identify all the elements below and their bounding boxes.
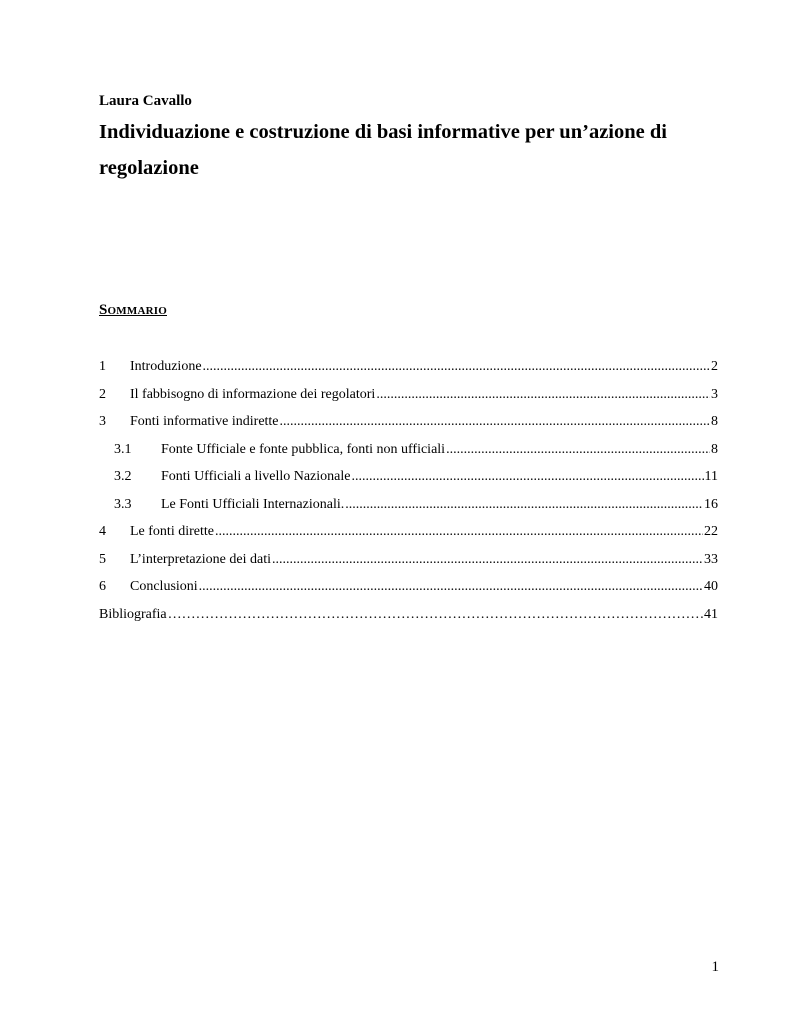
toc-entry-fonte-ufficiale[interactable]: [99, 440, 718, 468]
toc-entry-number: 1: [99, 359, 106, 374]
toc-entry-number: 5: [99, 551, 106, 567]
toc-entry-label: Fonte Ufficiale e fonte pubblica, fonti non ufficiali: [161, 441, 446, 457]
toc-dot-leader: [272, 550, 703, 570]
toc-entry-number: 3.3: [114, 496, 132, 512]
toc-entry-fonti-nazionali[interactable]: [99, 467, 718, 495]
toc-entry-fabbisogno[interactable]: [99, 385, 718, 413]
toc-dot-leader: [345, 495, 703, 515]
toc-entry-fonti-internazionali[interactable]: [99, 495, 718, 523]
toc-entry-number: 3: [99, 414, 106, 429]
toc-entry-page: 11: [704, 469, 718, 484]
toc-entry-page: 22: [704, 524, 718, 539]
toc-entry-conclusioni[interactable]: [99, 577, 718, 605]
author-name: Laura Cavallo: [99, 93, 192, 109]
toc-entry-label: Le Fonti Ufficiali Internazionali.: [161, 496, 345, 512]
document-title: Individuazione e costruzione di basi informative per un’azione di regolazione: [99, 121, 667, 179]
toc-entry-label: Introduzione: [130, 359, 202, 374]
toc-entry-label: Conclusioni: [130, 579, 198, 594]
toc-entry-number: 2: [99, 386, 106, 402]
toc-dot-leader: [199, 577, 703, 597]
toc-entry-introduzione[interactable]: [99, 357, 718, 385]
toc-dot-leader: [215, 522, 703, 542]
table-of-contents: [99, 357, 718, 632]
summary-heading: Sommario: [99, 302, 167, 318]
toc-entry-page: 2: [711, 359, 718, 374]
toc-dot-leader: [446, 440, 710, 460]
page-number: 1: [711, 959, 719, 975]
toc-entry-label: Le fonti dirette: [130, 524, 214, 539]
toc-dot-leader: [376, 385, 710, 405]
toc-entry-number: 3.2: [114, 469, 132, 484]
toc-entry-label: L’interpretazione dei dati: [130, 551, 271, 567]
toc-entry-number: 4: [99, 524, 106, 539]
toc-entry-page: 41: [704, 606, 718, 622]
toc-entry-page: 8: [711, 441, 718, 457]
toc-entry-fonti-dirette[interactable]: [99, 522, 718, 550]
toc-entry-label: Fonti Ufficiali a livello Nazionale: [161, 469, 351, 484]
toc-entry-interpretazione[interactable]: [99, 550, 718, 578]
toc-entry-page: 16: [704, 496, 718, 512]
toc-dot-leader: [280, 412, 710, 432]
toc-entry-number: 6: [99, 579, 106, 594]
toc-entry-page: 8: [711, 414, 718, 429]
toc-entry-label: Il fabbisogno di informazione dei regolatori: [130, 386, 376, 402]
toc-dot-leader: [351, 467, 703, 487]
toc-entry-label: Fonti informative indirette: [130, 414, 279, 429]
toc-entry-fonti-indirette[interactable]: [99, 412, 718, 440]
toc-entry-bibliografia[interactable]: [99, 605, 718, 633]
toc-entry-label: Bibliografia: [99, 606, 167, 622]
toc-entry-page: 33: [704, 551, 718, 567]
toc-dot-leader: [203, 357, 710, 377]
toc-entry-number: 3.1: [114, 441, 132, 457]
toc-dot-leader: [168, 605, 703, 625]
toc-entry-page: 3: [711, 386, 718, 402]
toc-entry-page: 40: [704, 579, 718, 594]
